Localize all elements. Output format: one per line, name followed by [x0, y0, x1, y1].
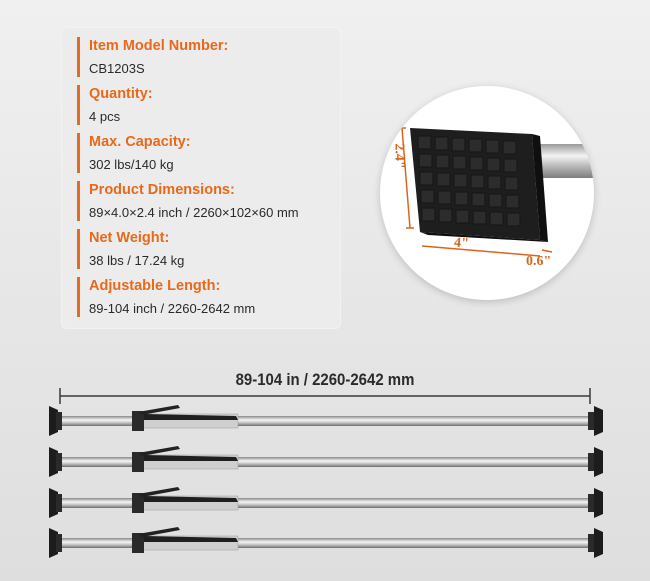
pad-depth-label: 0.6" [526, 254, 552, 269]
spec-value: 89-104 inch / 2260-2642 mm [89, 301, 256, 316]
spec-value: 302 lbs/140 kg [89, 157, 174, 172]
spec-label: Item Model Number: [89, 38, 229, 54]
pad-height-label: 2.4" [391, 143, 407, 169]
cargo-bar [46, 484, 606, 524]
spec-label: Adjustable Length: [89, 278, 221, 294]
spec-value: 4 pcs [89, 109, 121, 124]
pad-width-label: 4" [453, 235, 470, 252]
cargo-bar [46, 443, 606, 483]
spec-label: Max. Capacity: [89, 134, 191, 150]
spec-label: Net Weight: [89, 230, 170, 246]
spec-label: Quantity: [89, 86, 153, 102]
spec-label: Product Dimensions: [89, 182, 235, 198]
spec-value: 38 lbs / 17.24 kg [89, 253, 185, 268]
cargo-bar [46, 402, 606, 442]
length-caption: 89-104 in / 2260-2642 mm [235, 370, 415, 389]
spec-value: 89×4.0×2.4 inch / 2260×102×60 mm [89, 205, 299, 220]
spec-value: CB1203S [89, 61, 145, 76]
cargo-bar [46, 524, 606, 564]
